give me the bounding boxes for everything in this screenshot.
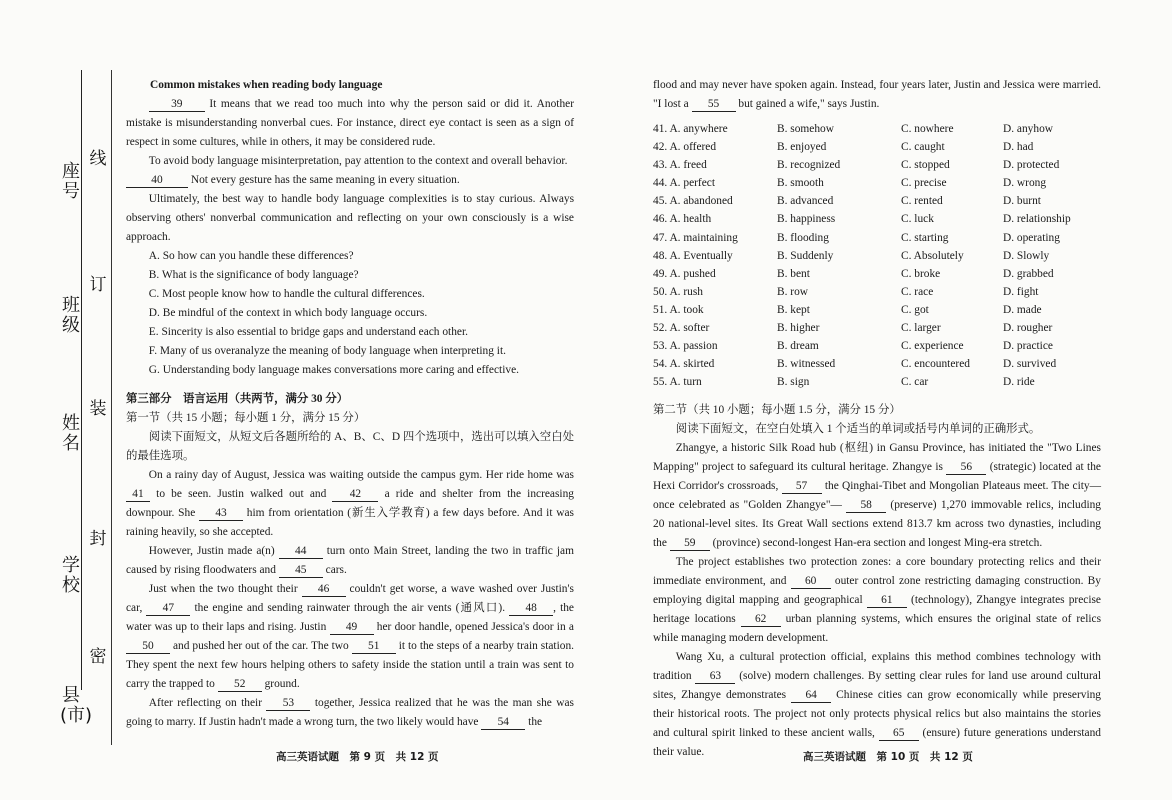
right-page [653, 76, 1101, 762]
choice-b: B. witnessed [777, 358, 836, 371]
choice-a: 44. A. perfect [653, 177, 715, 190]
choice-a: 46. A. health [653, 213, 712, 226]
blank-43[interactable]: 43 [199, 506, 243, 521]
choice-d: D. wrong [1003, 177, 1047, 190]
field-name: 姓名 [62, 413, 80, 454]
choice-c: C. luck [901, 213, 934, 226]
choice-c: C. starting [901, 231, 949, 244]
blank-45[interactable]: 45 [279, 563, 323, 578]
choice-d: D. relationship [1003, 213, 1071, 226]
choice-a: 45. A. abandoned [653, 195, 733, 208]
paragraph: Ultimately, the best way to handle body language complexities is to stay curious. Always observing others' nonverbal communication and reflecting on your own consciously is a wise approach. [126, 193, 574, 243]
paragraph: To avoid body language misinterpretation, pay attention to the context and overall behavior. [148, 155, 568, 167]
choice-b: B. dream [777, 340, 819, 353]
story-paragraph: Just when the two thought their 46 couldn't get worse, a wave washed over Justin's car, 47 the engine and sending rainwater through the air vents (通风口). 48 , the water was up to their laps and rising. Justin 49 her door handle, opened Jessica's door in a 50 and pushed her out of the car. The two 51 it to the steps of a nearby train station. They spent the next few hours helping others to safety inside the station until a train was sent to carry the trapped to 52 ground. [126, 583, 574, 690]
choice-c: C. car [901, 376, 929, 389]
story-continuation: flood and may never have spoken again. Instead, four years later, Justin and Jessica were married. "I lost a 55 but gained a wife," says Justin. [653, 79, 1101, 110]
choice-d: D. survived [1003, 358, 1057, 371]
choice-b: B. Suddenly [777, 249, 834, 262]
blank-53[interactable]: 53 [266, 696, 310, 711]
choice-a: 48. A. Eventually [653, 249, 733, 262]
choice-c: C. rented [901, 195, 943, 208]
choice-b: B. recognized [777, 159, 841, 172]
blank-62[interactable]: 62 [741, 612, 781, 627]
blank-48[interactable]: 48 [509, 601, 553, 616]
zhangye-paragraph: The project establishes two protection zones: a core boundary protecting relics and their immediate environment, and 60 outer control zone restricting damaging construction. By employing digital mapping and geographical 61 (technology), Zhangye integrates precise heritage locations 62 urban planning systems, which ensures the original state of relics while managing modern development. [653, 556, 1102, 645]
choices-table [653, 120, 1101, 391]
binding-margin [0, 0, 112, 800]
seven-options [126, 247, 574, 380]
blank-44[interactable]: 44 [279, 544, 323, 559]
choice-d: D. fight [1003, 285, 1039, 298]
choice-b: B. enjoyed [777, 141, 827, 154]
field-class: 班级 [62, 295, 80, 336]
passage-heading: Common mistakes when reading body language [150, 79, 383, 91]
field-school: 学校 [62, 555, 80, 596]
blank-39[interactable]: 39 [149, 97, 205, 112]
option: F. Many of us overanalyze the meaning of body language when interpreting it. [148, 345, 506, 357]
seal-ding: 订 [89, 275, 107, 295]
blank-54[interactable]: 54 [481, 715, 525, 730]
choice-b: B. happiness [777, 213, 836, 226]
choice-d: D. anyhow [1003, 123, 1053, 135]
choice-c: C. experience [901, 340, 964, 353]
blank-58[interactable]: 58 [846, 498, 886, 513]
story-paragraph: After reflecting on their 53 together, Jessica realized that he was the man she was going to marry. If Justin hadn't made a wrong turn, the two likely would have 54 the [126, 697, 574, 728]
choice-c: C. stopped [901, 159, 950, 172]
option: B. What is the significance of body language? [148, 269, 359, 281]
binding-line [111, 70, 112, 745]
zhangye-paragraph: Wang Xu, a cultural protection official, explains this method combines technology with tradition 63 (solve) modern challenges. By setting clear rules for land use around cultural sites, Zhangye demonstrates 64 Chinese cities can grow economically while preserving their historical roots. The project not only protects physical relics but also maintains the stories and cultural spirit linked to these ancient walls, 65 (ensure) future generations understand their value. [653, 651, 1102, 759]
blank-42[interactable]: 42 [332, 487, 378, 502]
option: C. Most people know how to handle the cultural differences. [148, 288, 425, 300]
choice-d: D. ride [1003, 376, 1035, 389]
blank-47[interactable]: 47 [146, 601, 190, 616]
choice-a: 42. A. offered [653, 141, 717, 154]
choice-b: B. sign [777, 376, 810, 389]
choice-c: C. precise [901, 177, 947, 190]
choice-b: B. advanced [777, 195, 834, 208]
blank-63[interactable]: 63 [695, 669, 735, 684]
story-paragraph: On a rainy day of August, Jessica was waiting outside the campus gym. Her ride home was 41 to be seen. Justin walked out and 42 a ride and shelter from the increasing downpour. She 43 him from orientation (新生入学教育) a few days before. And it was raining heavily, so she accepted. [126, 469, 574, 538]
blank-61[interactable]: 61 [867, 593, 907, 608]
blank-64[interactable]: 64 [791, 688, 831, 703]
blank-59[interactable]: 59 [670, 536, 710, 551]
field-seat: 座号 [62, 161, 80, 202]
choice-d: D. had [1003, 141, 1034, 154]
section2-instructions: 阅读下面短文，在空白处填入 1 个适当的单词或括号内单词的正确形式。 [675, 423, 1041, 436]
blank-57[interactable]: 57 [782, 479, 822, 494]
choice-b: B. bent [777, 267, 810, 280]
field-county: 县(市) [60, 685, 93, 726]
choice-d: D. practice [1003, 340, 1053, 353]
blank-49[interactable]: 49 [330, 620, 374, 635]
section1-instructions: 阅读下面短文，从短文后各题所给的 A、B、C、D 四个选项中，选出可以填入空白处的最佳选项。 [126, 431, 574, 462]
choice-c: C. broke [901, 267, 941, 280]
choice-a: 49. A. pushed [653, 267, 716, 280]
part3-title: 第三部分 语言运用（共两节，满分 30 分） [126, 393, 349, 405]
choice-d: D. protected [1003, 159, 1060, 172]
option: G. Understanding body language makes conversations more caring and effective. [148, 364, 519, 376]
blank-52[interactable]: 52 [218, 677, 262, 692]
choice-c: C. encountered [901, 358, 970, 371]
choice-b: B. row [777, 285, 809, 298]
blank-65[interactable]: 65 [879, 726, 919, 741]
section2-title: 第二节（共 10 小题；每小题 1.5 分，满分 15 分） [653, 404, 901, 417]
paragraph: 39 It means that we read too much into why the person said or did it. Another mistake is misunderstanding nonverbal cues. For instance, direct eye contact is seen as a sign of respect in some cultures, while in others, it may be considered rude. [126, 98, 574, 148]
choice-d: D. grabbed [1003, 267, 1054, 280]
option: A. So how can you handle these differences? [148, 250, 354, 262]
choice-b: B. smooth [777, 177, 824, 190]
choice-d: D. rougher [1003, 322, 1053, 335]
section1-title: 第一节（共 15 小题；每小题 1 分，满分 15 分） [126, 412, 366, 424]
blank-50[interactable]: 50 [126, 639, 170, 654]
blank-41[interactable]: 41 [126, 487, 150, 502]
choice-c: C. Absolutely [901, 249, 964, 262]
choice-c: C. larger [901, 322, 941, 335]
story-paragraph: However, Justin made a(n) 44 turn onto Main Street, landing the two in traffic jam caused by rising floodwaters and 45 cars. [126, 545, 574, 576]
choice-a: 53. A. passion [653, 340, 718, 353]
page-footer-right: 高三英语试题 第 10 页 共 12 页 [803, 751, 973, 763]
blank-55[interactable]: 55 [692, 97, 736, 112]
choice-a: 43. A. freed [653, 159, 707, 172]
choice-a: 52. A. softer [653, 322, 710, 335]
blank-56[interactable]: 56 [946, 460, 986, 475]
choice-c: C. got [901, 303, 929, 316]
choice-c: C. nowhere [901, 123, 954, 135]
choice-b: B. kept [777, 303, 810, 316]
left-page [126, 76, 574, 732]
blank-51[interactable]: 51 [352, 639, 396, 654]
choice-a: 51. A. took [653, 303, 704, 316]
blank-40[interactable]: 40 [126, 173, 188, 188]
page-footer-left: 高三英语试题 第 9 页 共 12 页 [276, 751, 439, 763]
choice-b: B. higher [777, 322, 820, 335]
choice-b: B. somehow [777, 123, 834, 135]
choice-d: D. operating [1003, 231, 1060, 244]
choice-c: C. caught [901, 141, 945, 154]
blank-46[interactable]: 46 [302, 582, 346, 597]
choice-a: 47. A. maintaining [653, 231, 738, 244]
choice-c: C. race [901, 285, 934, 298]
seal-xian: 线 [89, 149, 107, 169]
choice-b: B. flooding [777, 231, 829, 244]
choice-a: 50. A. rush [653, 285, 703, 298]
choice-a: 55. A. turn [653, 376, 702, 389]
zhangye-paragraph: Zhangye, a historic Silk Road hub (枢纽) in Gansu Province, has initiated the "Two Lines Mapping" project to safeguard its cultural heritage. Zhangye is 56 (strategic) located at the Hexi Corridor's crossroads, 57 the Qinghai-Tibet and Mongolian Plateaus meet. The city—once celebrated as "Golden Zhangye"— 58 (preserve) 1,270 immovable relics, including 20 national-level sites. Its Great Wall sections extend 813.7 km across two dynasties, including the 59 (province) second-longest Han-era section and longest Ming-era stretch. [653, 442, 1101, 550]
option: E. Sincerity is also essential to bridge gaps and understand each other. [148, 326, 468, 338]
option: D. Be mindful of the context in which body language occurs. [148, 307, 428, 319]
blank-60[interactable]: 60 [791, 574, 831, 589]
seal-mi: 密 [89, 647, 107, 667]
choice-a: 41. A. anywhere [653, 123, 728, 135]
seal-feng: 封 [89, 529, 107, 549]
choice-d: D. burnt [1003, 195, 1041, 208]
seal-zhuang: 装 [89, 399, 107, 419]
choice-d: D. Slowly [1003, 249, 1050, 262]
paragraph: 40 Not every gesture has the same meaning in every situation. [126, 171, 574, 190]
choice-d: D. made [1003, 303, 1042, 316]
choice-a: 54. A. skirted [653, 358, 715, 371]
